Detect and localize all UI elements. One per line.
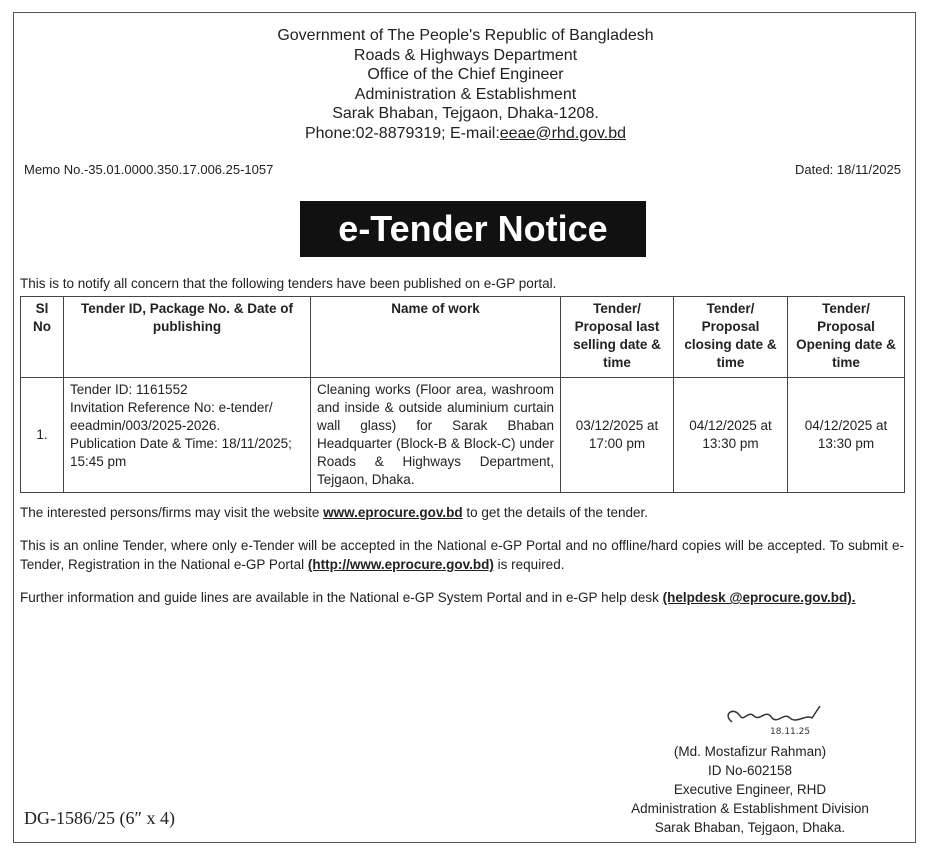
helpdesk-paragraph bbox=[20, 588, 904, 607]
signature-image bbox=[720, 704, 830, 738]
signatory-name: (Md. Mostafizur Rahman) bbox=[673, 744, 827, 759]
helpdesk-link[interactable]: (helpdesk @eprocure.gov.bd). bbox=[662, 590, 856, 605]
signatory-address: Sarak Bhaban, Tejgaon, Dhaka. bbox=[654, 820, 846, 835]
text: is required. bbox=[493, 557, 565, 572]
tender-table bbox=[20, 296, 905, 493]
svg-text:18.11.25: 18.11.25 bbox=[770, 727, 811, 737]
eprocure-link[interactable]: www.eprocure.gov.bd bbox=[323, 505, 463, 520]
header-tender-id: Tender ID, Package No. & Date of publishing bbox=[64, 297, 311, 378]
header-work: Name of work bbox=[311, 297, 561, 378]
cell-work: Cleaning works (Floor area, washroom and inside & outside aluminium curtain wall glass) for Sarak Bhaban Headquarter (Block-B & Block-C) under Roads & Highways Department, Tejgaon, Dhaka. bbox=[311, 378, 561, 493]
online-tender-paragraph bbox=[20, 536, 904, 574]
letterhead-line: Government of The People's Republic of Bangladesh bbox=[277, 27, 654, 44]
header-sl: Sl No bbox=[21, 297, 64, 378]
text: to get the details of the tender. bbox=[462, 505, 649, 520]
letterhead-line: Administration & Establishment bbox=[354, 85, 577, 103]
notice-body bbox=[20, 296, 904, 607]
contact-line bbox=[0, 124, 931, 144]
signatory-title: Executive Engineer, RHD bbox=[673, 782, 827, 797]
letterhead-line: Office of the Chief Engineer bbox=[367, 66, 564, 83]
email-link[interactable]: eeae@rhd.gov.bd bbox=[499, 124, 627, 142]
text: This is an online Tender, where only e-Tender will be accepted in the National e-GP Portal and no offline/hard copies will be accepted. To submit e-Tender, Registration in the National e-GP Portal bbox=[20, 538, 904, 572]
header-closing: Tender/ Proposal closing date & time bbox=[674, 297, 788, 378]
letterhead-line: Sarak Bhaban, Tejgaon, Dhaka-1208. bbox=[332, 105, 599, 122]
phone: Phone:02-8879319; E-mail: bbox=[304, 124, 500, 142]
cell-selling: 03/12/2025 at 17:00 pm bbox=[561, 378, 674, 493]
signatory-division: Administration & Establishment Division bbox=[631, 801, 869, 816]
intro-text: This is to notify all concern that the following tenders have been published on e-GP portal. bbox=[20, 276, 557, 291]
cell-tender-id bbox=[64, 378, 311, 493]
notice-title: e-Tender Notice bbox=[300, 201, 646, 257]
letterhead bbox=[0, 26, 931, 143]
website-paragraph bbox=[20, 503, 904, 522]
text: Further information and guide lines are available in the National e-GP System Portal and in e-GP help desk bbox=[20, 590, 663, 605]
table-header-row bbox=[21, 297, 905, 378]
signature-block bbox=[590, 742, 910, 837]
memo-number: Memo No.-35.01.0000.350.17.006.25-1057 bbox=[24, 162, 274, 177]
eprocure-url-link[interactable]: (http://www.eprocure.gov.bd) bbox=[307, 557, 494, 572]
invitation-ref: Invitation Reference No: e-tender/ eeadmin/003/2025-2026. bbox=[70, 400, 273, 433]
publication-date: Publication Date & Time: 18/11/2025; 15:45 pm bbox=[70, 436, 292, 469]
cell-closing: 04/12/2025 at 13:30 pm bbox=[674, 378, 788, 493]
text: The interested persons/firms may visit the website bbox=[20, 505, 324, 520]
header-selling: Tender/ Proposal last selling date & time bbox=[561, 297, 674, 378]
signatory-id: ID No-602158 bbox=[707, 763, 793, 778]
table-row bbox=[21, 378, 905, 493]
cell-opening: 04/12/2025 at 13:30 pm bbox=[788, 378, 905, 493]
date: Dated: 18/11/2025 bbox=[794, 162, 901, 177]
footer-code: DG-1586/25 (6″ x 4) bbox=[24, 808, 175, 828]
letterhead-line: Roads & Highways Department bbox=[353, 46, 578, 64]
cell-sl: 1. bbox=[21, 378, 64, 493]
header-opening: Tender/ Proposal Opening date & time bbox=[788, 297, 905, 378]
tender-id: Tender ID: 1161552 bbox=[70, 382, 188, 397]
